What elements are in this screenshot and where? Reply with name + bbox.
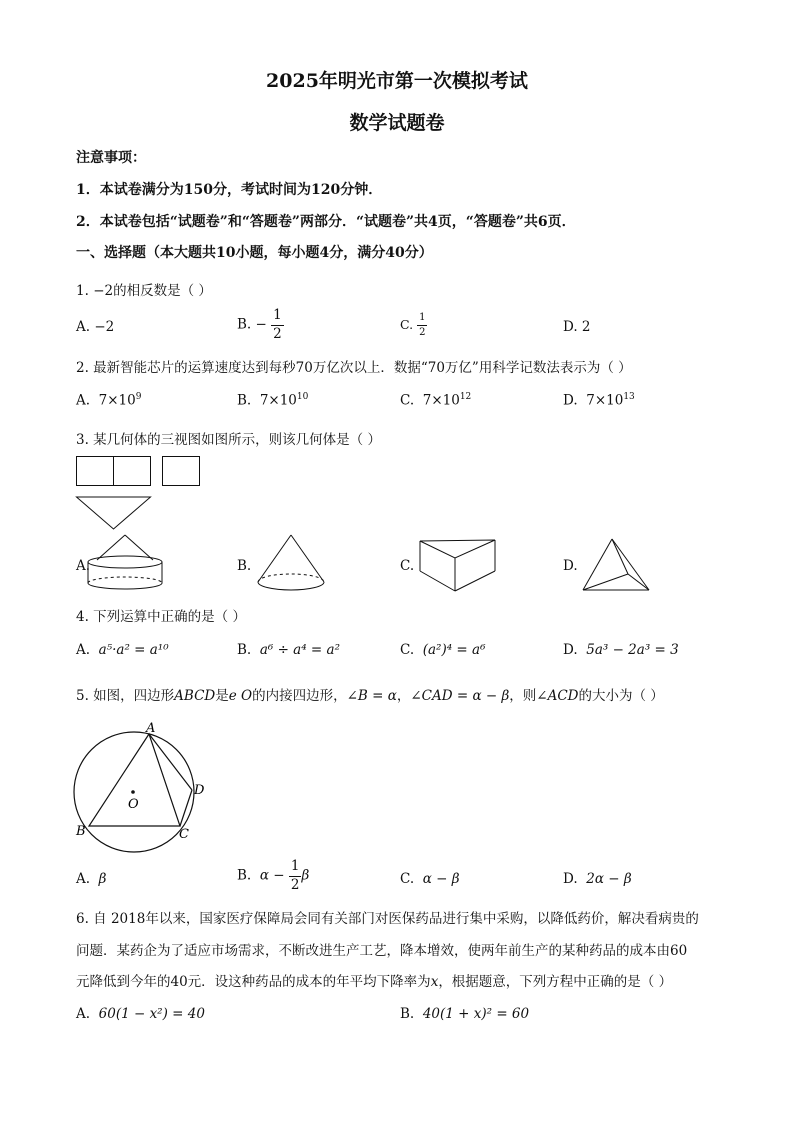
q5-option-b[interactable]: B. α − $\frac{1}{2}$ β xyxy=(237,858,310,893)
q2-stem: 2. 最新智能芯片的运算速度达到每秒70万亿次以上．数据“70万亿”用科学记数法表示为（ ） xyxy=(76,360,632,376)
q3-option-c-label[interactable]: C. xyxy=(400,558,415,574)
front-view-right xyxy=(114,457,151,486)
q6-option-b[interactable]: B. 40(1 + x)² = 60 xyxy=(400,1006,530,1022)
q4-option-c[interactable]: C. (a²)⁴ = a⁶ xyxy=(400,642,486,658)
q5-option-d[interactable]: D. 2α − β xyxy=(563,871,632,887)
q3-option-d-label[interactable]: D. xyxy=(563,558,578,574)
three-view-figure xyxy=(76,456,206,532)
top-view xyxy=(77,497,151,529)
option-label: C. xyxy=(400,317,414,332)
q6-option-a[interactable]: A. 60(1 − x²) = 40 xyxy=(76,1006,205,1022)
q2-option-b[interactable]: B. $7\times 10^{10}$ xyxy=(237,392,309,409)
q3-option-a-label[interactable]: A. xyxy=(76,558,91,574)
notice-item-1: 1．本试卷满分为150分，考试时间为120分钟． xyxy=(76,182,383,198)
triangular-pyramid-figure[interactable] xyxy=(582,538,652,594)
cone-on-cylinder-figure[interactable] xyxy=(88,534,168,596)
q5-option-a[interactable]: A. β xyxy=(76,871,107,887)
q6-line-1: 6. 自 2018年以来，国家医疗保障局会同有关部门对医保药品进行集中采购，以降低药价，解决看病贵的 xyxy=(76,911,699,927)
q3-stem: 3. 某几何体的三视图如图所示，则该几何体是（ ） xyxy=(76,432,381,448)
q2-option-c[interactable]: C. $7\times 10^{12}$ xyxy=(400,392,472,409)
triangular-prism-figure[interactable] xyxy=(419,538,499,594)
q2-option-a[interactable]: A. $7\times 10^9$ xyxy=(76,392,142,409)
label-o: O xyxy=(128,797,139,812)
q1-stem xyxy=(76,279,212,299)
q2-option-d[interactable]: D. $7\times 10^{13}$ xyxy=(563,392,635,409)
center-point xyxy=(131,790,135,794)
front-view-left xyxy=(77,457,114,486)
q1-option-c[interactable] xyxy=(400,313,427,338)
q5-option-c[interactable]: C. α − β xyxy=(400,871,460,887)
fraction: $\frac{1}{2}$ xyxy=(273,307,282,342)
q6-line-2: 问题．某药企为了适应市场需求，不断改进生产工艺，降本增效，使两年前生产的某种药品的成本由60 xyxy=(76,943,688,959)
segment-dc xyxy=(180,790,192,826)
label-c: C xyxy=(179,827,189,842)
q1-number: 1. xyxy=(76,283,89,299)
q1-option-d[interactable]: D. 2 xyxy=(563,319,591,335)
q4-option-d[interactable]: D. 5a³ − 2a³ = 3 xyxy=(563,642,679,658)
q6-line-3: 元降低到今年的40元．设这种药品的成本的年平均下降率为x，根据题意，下列方程中正确的是（ ） xyxy=(76,974,673,990)
q3-option-b-label[interactable]: B. xyxy=(237,558,252,574)
q1-option-a[interactable]: A. −2 xyxy=(76,319,115,335)
q4-option-a[interactable]: A. a⁵·a² = a¹⁰ xyxy=(76,642,169,658)
q1-option-b[interactable] xyxy=(237,309,284,341)
q1-text: 的相反数是（ ） xyxy=(113,283,212,299)
minus-sign: − xyxy=(255,316,267,333)
label-b: B xyxy=(76,824,86,839)
cone-figure[interactable] xyxy=(256,534,328,596)
fraction: $\frac{1}{2}$ xyxy=(290,858,300,893)
label-d: D xyxy=(194,783,205,798)
page-title: 2025年明光市第一次模拟考试 xyxy=(266,70,528,92)
page-subtitle: 数学试题卷 xyxy=(349,112,445,134)
q5-stem: 5. 如图，四边形ABCD是e O的内接四边形，∠B = α，∠CAD = α − β，则∠ACD的大小为（ ） xyxy=(76,688,664,704)
label-a: A xyxy=(146,721,156,736)
fraction: $\frac{1}{2}$ xyxy=(419,312,426,338)
section-heading: 一、选择题（本大题共10小题，每小题4分，满分40分） xyxy=(76,245,433,261)
q4-stem: 4. 下列运算中正确的是（ ） xyxy=(76,609,246,625)
triangle-abc xyxy=(89,734,180,826)
q1-math: −2 xyxy=(93,283,114,299)
option-label: B. xyxy=(237,316,252,333)
notice-item-2: 2．本试卷包括“试题卷”和“答题卷”两部分．“试题卷”共4页，“答题卷”共6页． xyxy=(76,214,576,230)
side-view xyxy=(163,457,200,486)
circle-quadrilateral-figure xyxy=(74,722,214,846)
q4-option-b[interactable]: B. a⁶ ÷ a⁴ = a² xyxy=(237,642,340,658)
notice-heading: 注意事项： xyxy=(76,150,146,166)
